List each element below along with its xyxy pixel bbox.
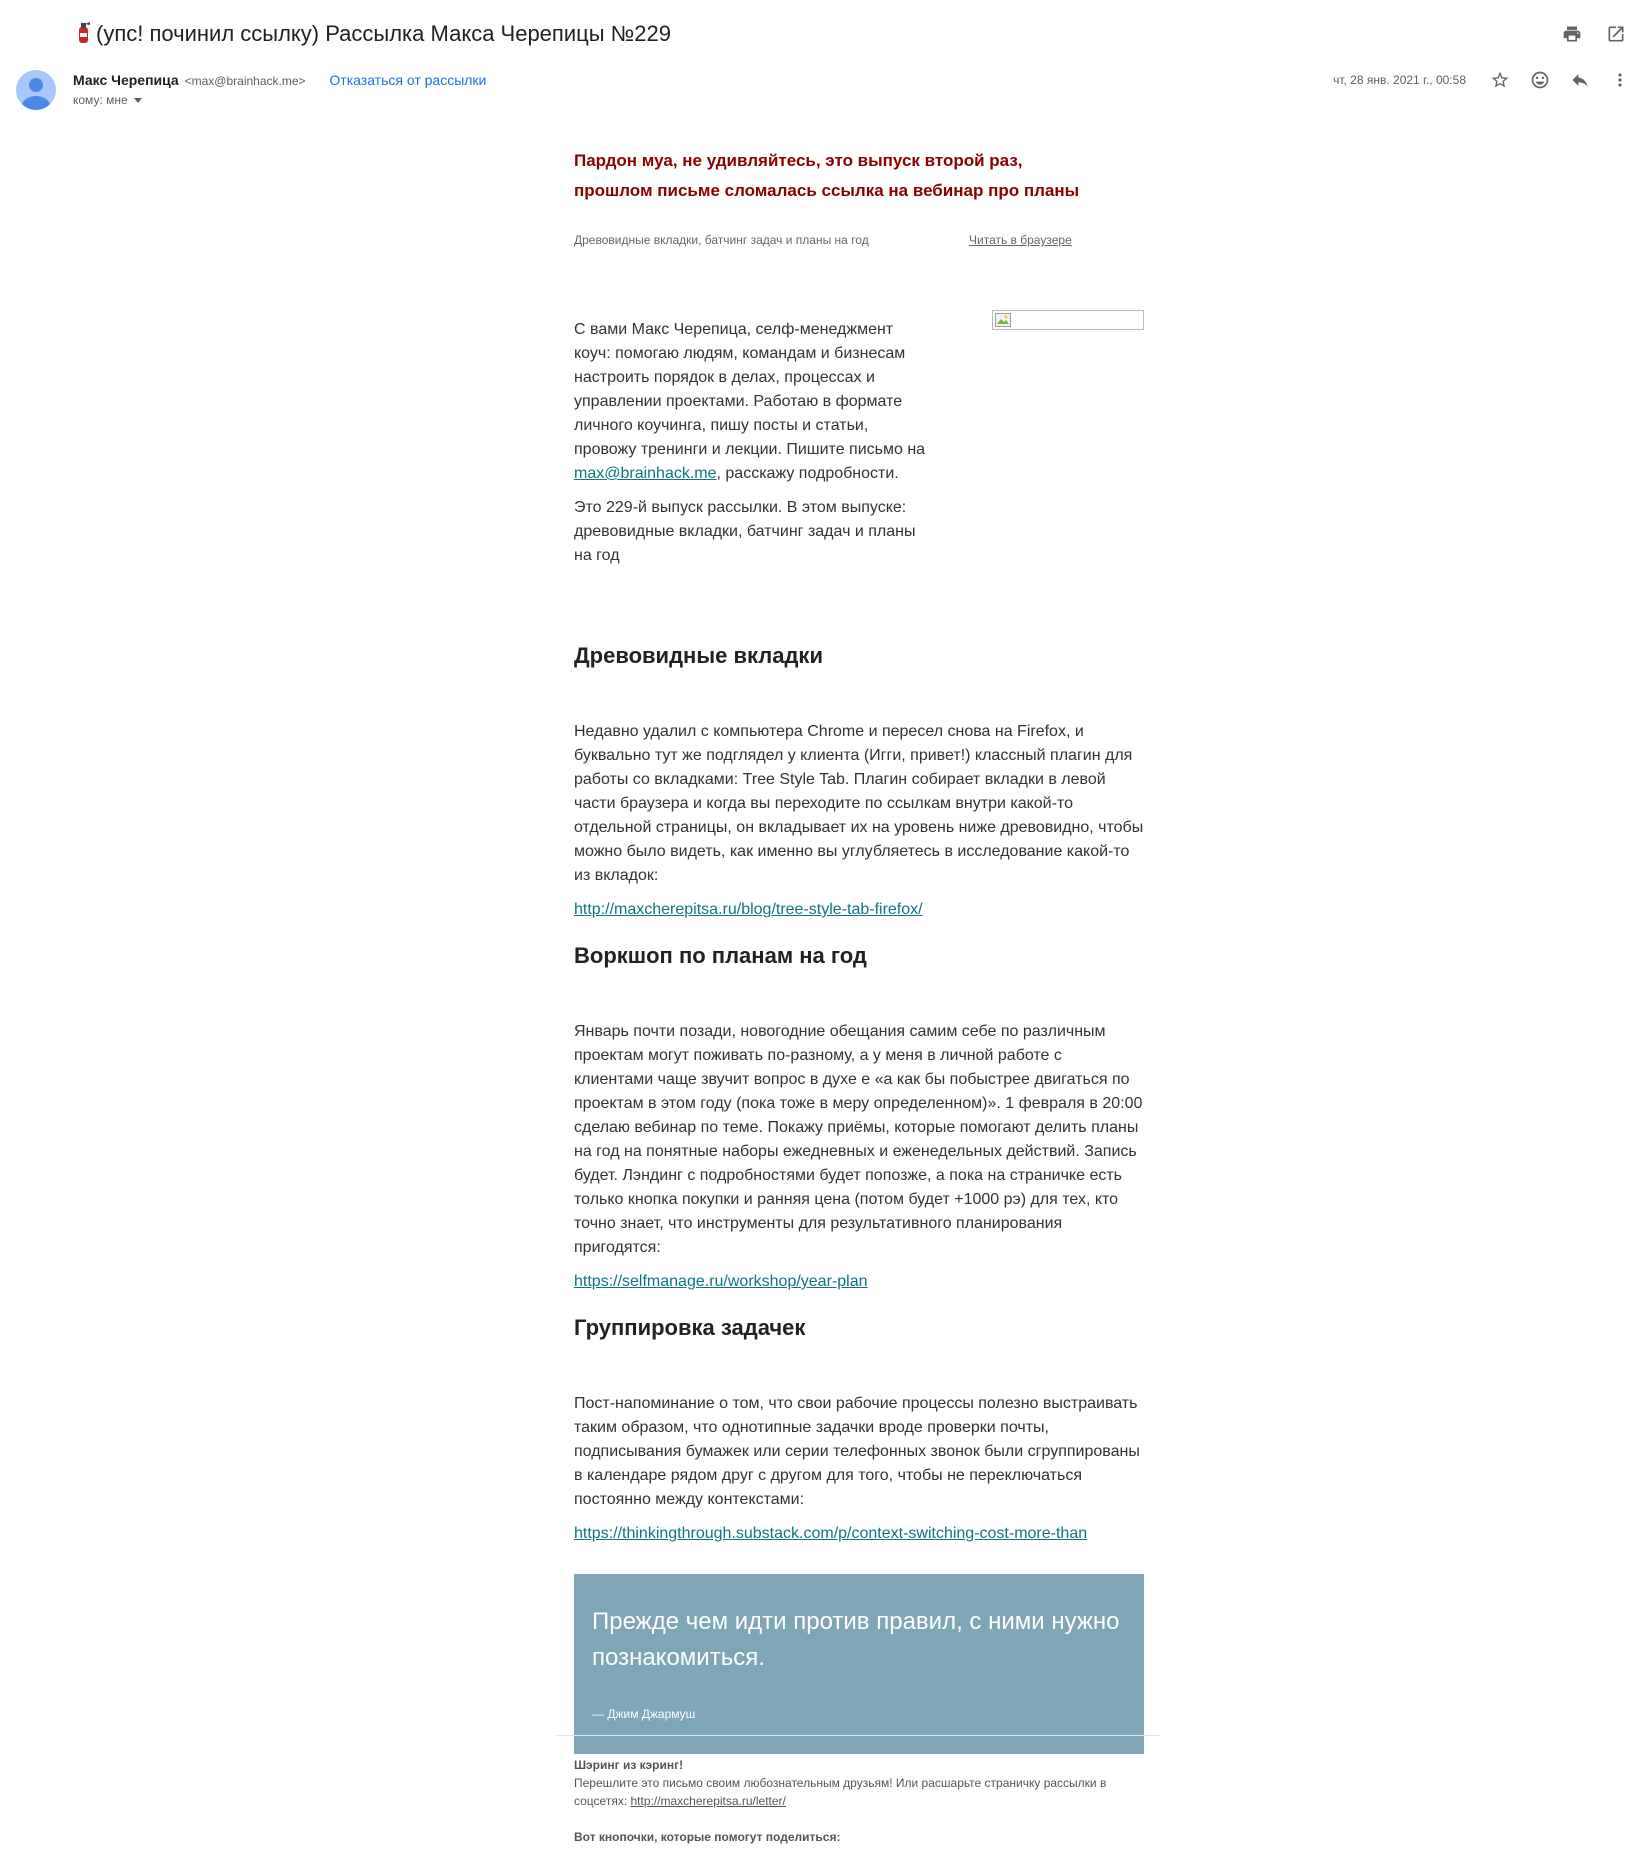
section-body: Январь почти позади, новогодние обещания самим себе по различным проектам могут поживать по-разному, а у меня в личной работе с клиентами чаще звучит вопрос в духе е «а как бы побыстрее двигаться по проектам в этом году (пока тоже в меру определенном)». 1 февраля в 20:00 сделаю вебинар по теме. Покажу приёмы, которые помогают делить планы на год на понятные наборы ежедневных и еженедельных действий. Запись будет. Лэндинг с подробностями будет попозже, а пока на страничке есть только кнопка покупки и ранняя цена (потом будет +1000 рэ) для тех, кто точно знает, что инструменты для результативного планирования пригодятся: (574, 1023, 1143, 1256)
preheader: Древовидные вкладки, батчинг задач и планы на год (574, 233, 869, 247)
preheader-row (574, 228, 1144, 248)
reply-icon[interactable] (1568, 68, 1592, 92)
section-title: Древовидные вкладки (574, 643, 823, 668)
fire-extinguisher-icon (74, 20, 92, 44)
sender-email: <max@brainhack.me> (184, 74, 306, 88)
avatar (16, 70, 56, 110)
broken-image-icon (992, 310, 1144, 330)
intro-paragraph-1 (574, 318, 934, 486)
share-text: Перешлите это письмо своим любознательным друзьям! Или расшарьте страничку рассылки в соцсетях: (574, 1776, 1107, 1808)
subject-row (74, 18, 1628, 54)
alert-notice (574, 146, 1144, 206)
more-vert-icon[interactable] (1608, 68, 1632, 92)
section-tree-tabs (574, 642, 1144, 922)
newsletter-page-link[interactable]: http://maxcherepitsa.ru/letter/ (630, 1794, 786, 1808)
context-switching-link[interactable]: https://thinkingthrough.substack.com/p/context-switching-cost-more-than (574, 1525, 1088, 1542)
email-subject-text: (упс! починил ссылку) Рассылка Макса Черепицы №229 (96, 21, 671, 46)
intro (574, 318, 1144, 608)
intro-p1-end: , расскажу подробности. (716, 465, 899, 482)
message-date: чт, 28 янв. 2021 г., 00:58 (1333, 73, 1466, 87)
open-in-new-window-icon[interactable] (1604, 22, 1628, 46)
emoji-reaction-icon[interactable] (1528, 68, 1552, 92)
author-email-link[interactable]: max@brainhack.me (574, 465, 717, 482)
star-icon[interactable] (1488, 68, 1512, 92)
alert-line-2: прошлом письме сломалась ссылка на вебинар про планы (574, 181, 1080, 200)
recipients-toggle[interactable] (73, 91, 486, 109)
section-body: Недавно удалил с компьютера Chrome и пересел снова на Firefox, и буквально тут же подглядел у клиента (Игги, привет!) классный плагин для работы со вкладками: Tree Style Tab. Плагин собирает вкладки в левой части браузера и когда вы переходите по ссылкам внутри какой-то отдельной страницы, он вкладывает их на уровень ниже древовидно, чтобы можно было видеть, как именно вы углубляетесь в исследование какой-то из вкладок: (574, 723, 1144, 884)
sender-block (73, 70, 486, 109)
email-body (574, 146, 1144, 1754)
section-title: Воркшоп по планам на год (574, 943, 867, 968)
unsubscribe-link[interactable]: Отказаться от рассылки (329, 72, 487, 88)
year-plan-link[interactable]: https://selfmanage.ru/workshop/year-plan (574, 1273, 868, 1290)
section-body: Пост-напоминание о том, что свои рабочие процессы полезно выстраивать таким образом, что однотипные задачки вроде проверки почты, подписывания бумажек или серии телефонных звонок были сгруппированы в календаре рядом друг с другом для того, чтобы не переключаться постоянно между контекстами: (574, 1395, 1140, 1508)
section-task-batching (574, 1314, 1144, 1546)
quote-author: — Джим Джармуш (592, 1707, 696, 1721)
tree-style-tab-link[interactable]: http://maxcherepitsa.ru/blog/tree-style-tab-firefox/ (574, 901, 923, 918)
print-icon[interactable] (1560, 22, 1584, 46)
message-actions (1333, 68, 1632, 92)
sender-line (73, 70, 486, 91)
chevron-down-icon (134, 98, 142, 103)
section-title: Группировка задачек (574, 1315, 806, 1340)
share-text-block (574, 1774, 1134, 1810)
intro-p1-text: С вами Макс Черепица, селф-менеджмент коуч: помогаю людям, командам и бизнесам настроить порядок в делах, процессах и управлении проектами. Работаю в формате личного коучинга, пишу посты и статьи, провожу тренинги и лекции. Пишите письмо на (574, 321, 926, 458)
share-buttons-title: Вот кнопочки, которые помогут поделиться: (574, 1830, 841, 1844)
intro-paragraph-2: Это 229-й выпуск рассылки. В этом выпуске: древовидные вкладки, батчинг задач и планы на год (574, 499, 916, 564)
alert-line-1: Пардон муа, не удивляйтесь, это выпуск второй раз, (574, 151, 1023, 170)
to-line: кому: мне (73, 93, 128, 107)
read-in-browser-link[interactable]: Читать в браузере (969, 233, 1072, 247)
top-actions (1560, 22, 1628, 46)
email-subject (74, 18, 1628, 50)
share-title: Шэринг из кэринг! (574, 1758, 684, 1772)
quote-box (574, 1574, 1144, 1754)
footer (574, 1756, 1134, 1846)
quote-text: Прежде чем идти против правил, с ними нужно познакомиться. (592, 1608, 1120, 1671)
sender-name[interactable]: Макс Черепица (73, 72, 179, 88)
divider (556, 1735, 1160, 1736)
section-year-plan (574, 942, 1144, 1294)
intro-text (574, 318, 934, 578)
